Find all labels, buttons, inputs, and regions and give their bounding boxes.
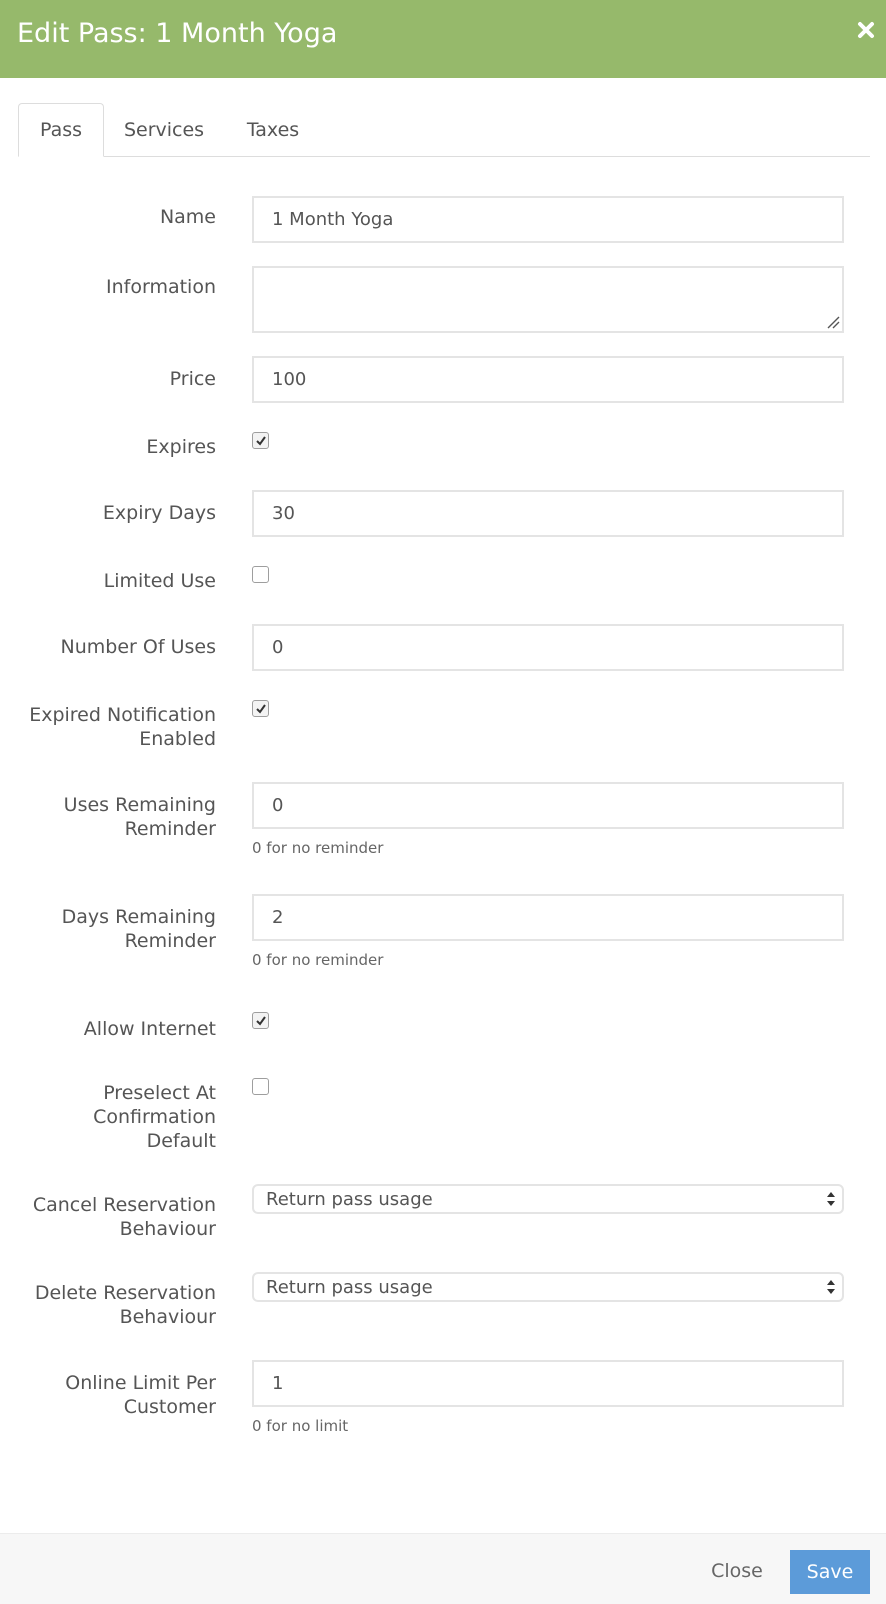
online-limit-label-line2: Customer xyxy=(123,1396,216,1418)
tab-taxes[interactable]: Taxes xyxy=(246,119,300,141)
delete-behaviour-label xyxy=(35,1281,216,1329)
delete-behaviour-value: Return pass usage xyxy=(266,1276,433,1298)
preselect-label xyxy=(93,1081,216,1153)
number-of-uses-label: Number Of Uses xyxy=(60,636,216,658)
close-button[interactable]: Close xyxy=(711,1560,763,1582)
days-remaining-label-line1: Days Remaining xyxy=(61,906,216,928)
resize-handle-icon[interactable] xyxy=(826,315,840,329)
checkmark-icon xyxy=(255,1015,267,1027)
preselect-label-line3: Default xyxy=(146,1130,216,1152)
preselect-label-line2: Confirmation xyxy=(93,1106,216,1128)
online-limit-label xyxy=(65,1371,216,1419)
uses-remaining-label-line1: Uses Remaining xyxy=(63,794,216,816)
allow-internet-checkbox[interactable] xyxy=(252,1012,269,1029)
select-arrows-icon xyxy=(826,1278,836,1296)
name-input[interactable]: 1 Month Yoga xyxy=(252,196,844,243)
uses-remaining-input[interactable]: 0 xyxy=(252,782,844,829)
preselect-checkbox[interactable] xyxy=(252,1078,269,1095)
modal-title: Edit Pass: 1 Month Yoga xyxy=(17,18,338,49)
uses-remaining-label xyxy=(64,793,216,841)
information-label: Information xyxy=(106,276,216,298)
delete-behaviour-label-line2: Behaviour xyxy=(119,1306,216,1328)
uses-remaining-label-line2: Reminder xyxy=(124,818,216,840)
days-remaining-help: 0 for no reminder xyxy=(252,951,384,969)
limited-use-checkbox[interactable] xyxy=(252,566,269,583)
allow-internet-label: Allow Internet xyxy=(83,1018,216,1040)
name-label: Name xyxy=(159,206,216,228)
days-remaining-label xyxy=(62,905,216,953)
checkmark-icon xyxy=(255,703,267,715)
delete-behaviour-select[interactable] xyxy=(252,1272,844,1302)
preselect-label-line1: Preselect At xyxy=(103,1082,216,1104)
checkmark-icon xyxy=(255,435,267,447)
cancel-behaviour-value: Return pass usage xyxy=(266,1188,433,1210)
number-of-uses-input[interactable]: 0 xyxy=(252,624,844,671)
expires-label: Expires xyxy=(146,436,216,458)
cancel-behaviour-label-line1: Cancel Reservation xyxy=(32,1194,216,1216)
online-limit-input[interactable]: 1 xyxy=(252,1360,844,1407)
tab-pass[interactable]: Pass xyxy=(18,103,104,157)
expired-notification-label-line1: Expired Notification xyxy=(29,704,216,726)
expired-notification-checkbox[interactable] xyxy=(252,700,269,717)
expiry-days-input[interactable]: 30 xyxy=(252,490,844,537)
select-arrows-icon xyxy=(826,1190,836,1208)
expired-notification-label-line2: Enabled xyxy=(139,728,216,750)
days-remaining-input[interactable]: 2 xyxy=(252,894,844,941)
cancel-behaviour-label xyxy=(33,1193,216,1241)
expired-notification-label xyxy=(29,703,216,751)
expiry-days-label: Expiry Days xyxy=(102,502,216,524)
expires-checkbox[interactable] xyxy=(252,432,269,449)
information-textarea[interactable] xyxy=(252,266,844,333)
tab-services[interactable]: Services xyxy=(123,119,205,141)
days-remaining-label-line2: Reminder xyxy=(124,930,216,952)
save-button[interactable]: Save xyxy=(790,1550,870,1594)
cancel-behaviour-select[interactable] xyxy=(252,1184,844,1214)
online-limit-help: 0 for no limit xyxy=(252,1417,349,1435)
delete-behaviour-label-line1: Delete Reservation xyxy=(34,1282,216,1304)
cancel-behaviour-label-line2: Behaviour xyxy=(119,1218,216,1240)
close-x-icon[interactable] xyxy=(857,21,875,39)
price-label: Price xyxy=(169,368,216,390)
online-limit-label-line1: Online Limit Per xyxy=(65,1372,216,1394)
limited-use-label: Limited Use xyxy=(103,570,216,592)
uses-remaining-help: 0 for no reminder xyxy=(252,839,384,857)
price-input[interactable]: 100 xyxy=(252,356,844,403)
